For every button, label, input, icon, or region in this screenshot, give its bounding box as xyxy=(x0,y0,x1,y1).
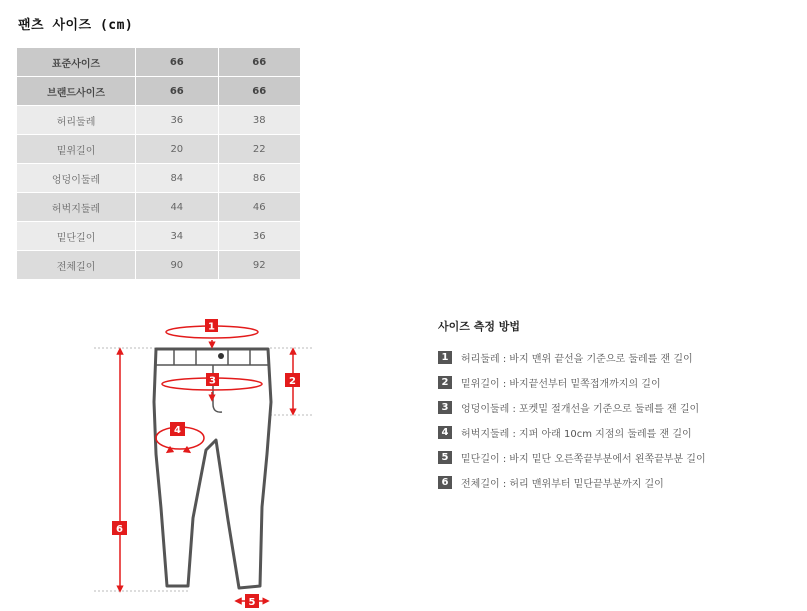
table-cell: 66 xyxy=(218,77,300,106)
legend-number: 6 xyxy=(438,476,452,489)
table-cell: 46 xyxy=(218,193,300,222)
svg-text:2: 2 xyxy=(289,376,296,387)
list-item xyxy=(438,345,706,370)
pants-measurement-diagram xyxy=(88,312,328,611)
svg-text:3: 3 xyxy=(209,375,216,387)
legend-text: 허리둘레 : 바지 맨위 끝선을 기준으로 둘레를 잰 길이 xyxy=(461,354,693,365)
measurement-legend xyxy=(438,345,706,495)
marker-5 xyxy=(245,594,259,608)
table-cell: 84 xyxy=(136,164,218,193)
marker-6 xyxy=(112,521,127,535)
table-cell: 밑위길이 xyxy=(17,135,136,164)
marker-1 xyxy=(205,319,218,333)
svg-text:4: 4 xyxy=(174,425,181,436)
table-cell: 22 xyxy=(218,135,300,164)
table-cell: 66 xyxy=(218,48,300,77)
table-cell: 브랜드사이즈 xyxy=(17,77,136,106)
table-row xyxy=(17,251,300,280)
table-cell: 허리둘레 xyxy=(17,106,136,135)
table-cell: 90 xyxy=(136,251,218,280)
legend-number: 3 xyxy=(438,401,452,414)
table-cell: 20 xyxy=(136,135,218,164)
table-row xyxy=(17,106,300,135)
table-header-row xyxy=(17,77,300,106)
table-row xyxy=(17,193,300,222)
table-cell: 전체길이 xyxy=(17,251,136,280)
table-cell: 34 xyxy=(136,222,218,251)
table-cell: 86 xyxy=(218,164,300,193)
marker-3 xyxy=(206,373,219,387)
table-cell: 허벅지둘레 xyxy=(17,193,136,222)
size-table xyxy=(17,48,300,280)
table-cell: 66 xyxy=(136,48,218,77)
table-cell: 엉덩이둘레 xyxy=(17,164,136,193)
legend-number: 1 xyxy=(438,351,452,364)
svg-text:1: 1 xyxy=(208,321,215,333)
legend-text: 밑단길이 : 바지 밑단 오른쪽끝부분에서 왼쪽끝부분 길이 xyxy=(461,454,706,465)
legend-text: 전체길이 : 허리 맨위부터 밑단끝부분까지 길이 xyxy=(461,479,664,490)
svg-text:6: 6 xyxy=(116,524,123,535)
table-cell: 36 xyxy=(136,106,218,135)
marker-4 xyxy=(170,422,185,436)
list-item xyxy=(438,445,706,470)
list-item xyxy=(438,470,706,495)
legend-number: 5 xyxy=(438,451,452,464)
svg-text:5: 5 xyxy=(248,597,256,608)
table-cell: 38 xyxy=(218,106,300,135)
table-row xyxy=(17,164,300,193)
table-cell: 36 xyxy=(218,222,300,251)
legend-text: 밑위길이 : 바지끝선부터 밑쪽접개까지의 길이 xyxy=(461,379,661,390)
table-row xyxy=(17,222,300,251)
legend-text: 엉덩이둘레 : 포켓밑 절개선을 기준으로 둘레를 잰 길이 xyxy=(461,404,700,415)
marker-2 xyxy=(285,373,300,387)
table-header-row xyxy=(17,48,300,77)
button-icon xyxy=(218,353,224,359)
table-cell: 표준사이즈 xyxy=(17,48,136,77)
table-row xyxy=(17,135,300,164)
legend-number: 4 xyxy=(438,426,452,439)
legend-title: 사이즈 측정 방법 xyxy=(438,320,521,333)
list-item xyxy=(438,370,706,395)
page-title: 팬츠 사이즈 (cm) xyxy=(18,18,134,33)
legend-number: 2 xyxy=(438,376,452,389)
table-cell: 92 xyxy=(218,251,300,280)
table-cell: 밑단길이 xyxy=(17,222,136,251)
table-cell: 66 xyxy=(136,77,218,106)
list-item xyxy=(438,420,706,445)
table-cell: 44 xyxy=(136,193,218,222)
legend-text: 허벅지둘레 : 지퍼 아래 10cm 지점의 둘레를 잰 길이 xyxy=(461,429,692,440)
list-item xyxy=(438,395,706,420)
